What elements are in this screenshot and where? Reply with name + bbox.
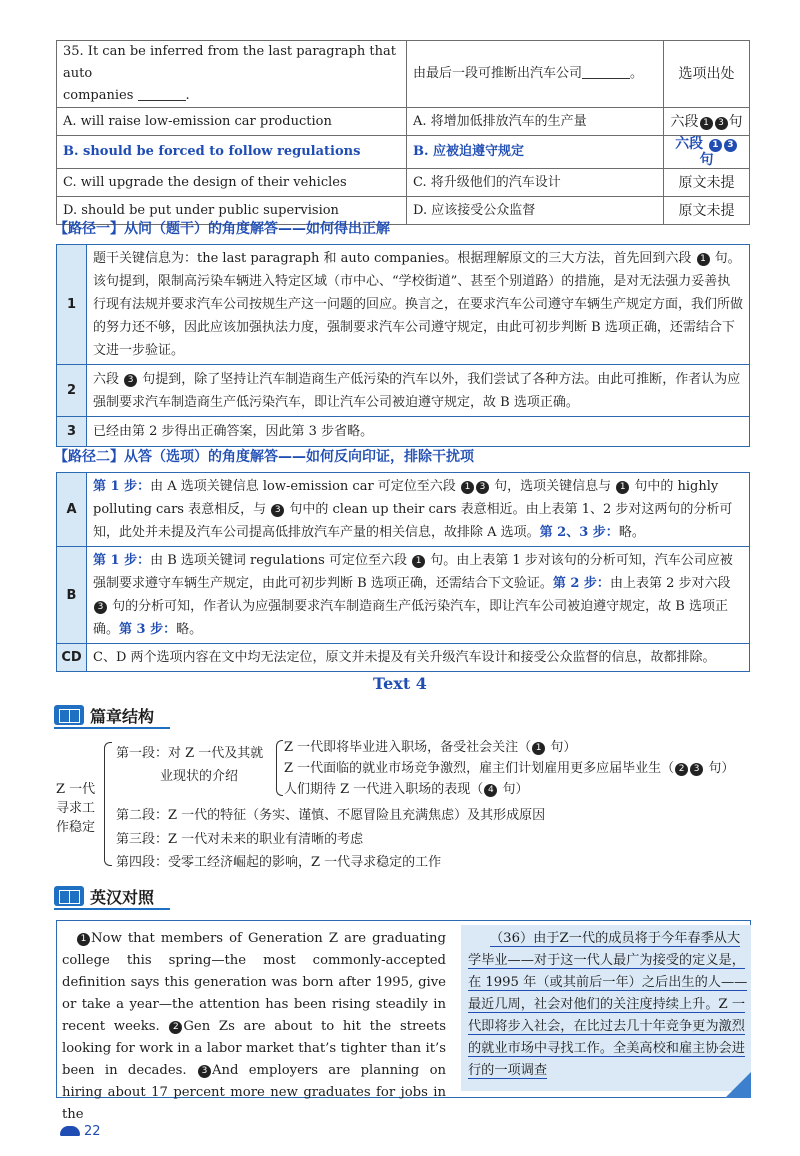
step-text: 已经由第 2 步得出正确答案，因此第 3 步省略。 [87,417,750,447]
option-en: C. will upgrade the design of their vehicles [57,169,407,197]
route2-table [56,472,750,672]
paragraph-4: 第四段：受零工经济崛起的影响，Z 一代寻求稳定的工作 [116,855,442,870]
sentence-number: 3 [94,601,107,614]
sentence-number: 1 [700,117,713,130]
sentence-number: 2 [675,763,688,776]
option-source: 原文未提 [664,197,750,225]
analysis-text: 句中的 highly polluting cars 表意相反，与 [93,479,719,517]
step-text-a: 六段 [93,371,120,387]
option-cn: A. 将增加低排放汽车的生产量 [407,108,664,136]
option-en: B. should be forced to follow regulations [57,136,407,169]
question-en-end: . [185,88,190,103]
english-sentence: And employers are planning on hiring about 17 percent more new graduates for jobs in the [62,1063,446,1122]
source-header: 选项出处 [664,41,750,108]
sentence-number: 3 [124,374,137,387]
step-text-b: 句。该句提到，限制高污染车辆进入特定区域（市中心、“学校街道”、甚至个别道路）的措施，是对无法强力妥善执行现有法规并要求汽车公司按规生产这一问题的回应。换言之，在要求汽车公司遵守车辆生产规定方面，我们所做的努力还不够，因此应该加强执法力度，强制要求汽车公司遵守规定，由此可初步判断 B 选项正确，还需结合下文进一步验证。 [93,251,744,358]
sentence-number: 1 [412,555,425,568]
book-icon [54,886,84,906]
option-label: B [57,547,87,644]
brace [276,740,283,796]
step-text-a: 题干关键信息为：the last paragraph 和 auto companies。根据理解原文的三大方法，首先回到六段 [93,251,692,266]
source-end: 句 [699,152,714,168]
sentence-number: 2 [169,1021,182,1034]
sentence-number: 1 [532,742,545,755]
paragraph-1-points [284,737,734,800]
book-icon [60,1126,80,1136]
analysis-text: 句。由上表第 1 步对该句的分析可知，汽车公司应被强制要求遵守车辆生产规定，由此可初步判断 B 选项正确，还需结合下文验证。 [93,553,733,591]
sentence-number: 1 [77,933,90,946]
analysis-text: 由 B 选项关键词 regulations 可定位至六段 [150,553,407,568]
option-cn: D. 应该接受公众监督 [407,197,664,225]
analysis-text: 由 A 选项关键信息 low-emission car 可定位至六段 [150,479,456,494]
step-text [87,365,750,417]
sentence-number: 3 [476,481,489,494]
table-row [57,547,750,644]
sentence-number: 3 [715,117,728,130]
option-analysis [87,473,750,547]
option-label: CD [57,644,87,672]
table-row-answer [57,136,750,169]
point-text: Z 一代即将毕业进入职场，备受社会关注（ [284,740,532,755]
option-cn: C. 将升级他们的汽车设计 [407,169,664,197]
point-end: 句） [502,782,529,797]
option-en: A. will raise low-emission car production [57,108,407,136]
question-cn-end: 。 [630,66,644,81]
option-analysis [87,547,750,644]
sentence-number: 3 [271,504,284,517]
point-text: Z 一代面临的就业市场竞争激烈，雇主们计划雇用更多应届毕业生（ [284,761,675,776]
sentence-number: 1 [697,253,710,266]
point-item [284,737,734,758]
step-label: 第 1 步： [93,479,151,494]
step-number: 2 [57,365,87,417]
table-row [57,365,750,417]
question-table [56,40,750,225]
table-row [57,245,750,365]
brace [104,742,112,866]
table-row [57,644,750,672]
book-icon [54,705,84,725]
p1-label-a: 第一段：对 Z 一代及其就 [116,746,264,761]
question-cn-text: 由最后一段可推断出汽车公司 [413,66,583,81]
section-title: Text 4 [373,674,427,693]
source-text: 六段 [675,136,704,152]
sentence-number: 1 [709,139,722,152]
page-corner-decoration [725,1072,751,1098]
english-sentence: Now that members of Generation Z are graduating college this spring—the most commonly-accepted definition says this generation was born after 1995, give or take a year—the attention has been rising steadily in recent weeks. [62,931,446,1034]
chinese-translation: （36）由于Z一代的成员将于今年春季从大学毕业——对于这一代人最广为接受的定义是，在 1995 年（或其前后一年）之后出生的人——最近几周，社会对他们的关注度持续上升。Z 一代即将步入社会，在比过去几十年竞争更为激烈的就业市场中寻找工作。全美高校和雇主协会进行的一项调查 [468,931,748,1078]
bilingual-heading [54,885,154,907]
structure-heading-label: 篇章结构 [90,706,155,726]
table-row [57,169,750,197]
structure-root [56,780,95,837]
english-passage [62,928,446,1126]
sentence-number: 1 [461,481,474,494]
step-number: 1 [57,245,87,365]
route1-heading: 【路径一】从问（题干）的角度解答——如何得出正解 [54,221,390,237]
table-row [57,473,750,547]
analysis-text: 略。 [176,622,203,637]
option-analysis: C、D 两个选项内容在文中均无法定位，原文并未提及有关升级汽车设计和接受公众监督的信息，故都排除。 [87,644,750,672]
option-source [664,136,750,169]
analysis-text: 句的分析可知，作者认为应强制要求汽车制造商生产低污染汽车，即让汽车公司被迫遵守规定，故 B 选项正确。 [93,599,728,637]
question-en-tail: companies [63,88,134,103]
option-source: 原文未提 [664,169,750,197]
question-en [57,41,407,108]
paragraph-2: 第二段：Z 一代的特征（务实、谨慎、不愿冒险且充满焦虑）及其形成原因 [116,808,546,823]
step-label: 第 3 步： [119,622,177,637]
source-end: 句 [728,113,743,130]
route2-heading: 【路径二】从答（选项）的角度解答——如何反向印证，排除干扰项 [54,449,474,465]
source-text: 六段 [670,113,699,130]
page-number [60,1124,101,1139]
step-label: 第 2、3 步： [539,525,619,540]
route1-table [56,244,750,447]
option-cn: B. 应被迫遵守规定 [407,136,664,169]
step-number: 3 [57,417,87,447]
point-item [284,758,734,779]
bilingual-heading-label: 英汉对照 [90,887,155,907]
sentence-number: 4 [484,784,497,797]
table-row [57,41,750,108]
analysis-text: 句，选项关键信息与 [494,479,612,494]
divider [54,908,170,910]
question-en-text: 35. It can be inferred from the last paragraph that auto [63,44,396,81]
sentence-number: 3 [198,1065,211,1078]
option-source [664,108,750,136]
step-text [87,245,750,365]
p1-label-b: 业现状的介绍 [160,769,239,784]
point-end: 句） [550,740,577,755]
analysis-text: 句中的 clean up their cars 表意相近。由上表第 1、2 步对这两句的分析可知，此处并未提及汽车公司提高低排放汽车产量的相关信息，故排除 A 选项。 [93,502,733,540]
step-label: 第 2 步： [552,576,610,591]
chinese-passage [468,928,748,1082]
point-end: 句） [708,761,735,776]
step-label: 第 1 步： [93,553,151,568]
english-sentence: Gen Zs are about to hit the streets looking for work in a labor market that’s tighter than it’s been in decades. [62,1019,446,1078]
question-cn [407,41,664,108]
table-row [57,417,750,447]
paragraph-3: 第三段：Z 一代对未来的职业有清晰的考虑 [116,832,364,847]
divider [54,727,170,729]
root-line: 寻求工 [56,801,96,816]
sentence-number: 3 [724,139,737,152]
paragraph-1-label [116,744,263,786]
analysis-text: 略。 [618,525,645,540]
root-line: 作稳定 [56,820,96,835]
page-number-text: 22 [84,1124,101,1139]
sentence-number: 3 [690,763,703,776]
point-item [284,779,734,800]
structure-heading [54,704,154,726]
table-row [57,108,750,136]
step-text-b: 句提到，除了坚持让汽车制造商生产低污染的汽车以外，我们尝试了各种方法。由此可推断，作者认为应强制要求汽车制造商生产低污染汽车，即让汽车公司被迫遵守规定，故 B 选项正确。 [93,371,741,410]
sentence-number: 1 [616,481,629,494]
option-en: D. should be put under public supervision [57,197,407,225]
point-text: 人们期待 Z 一代进入职场的表现（ [284,782,484,797]
option-label: A [57,473,87,547]
analysis-text: 由上表第 2 步对六段 [609,576,731,591]
root-line: Z 一代 [56,782,96,797]
